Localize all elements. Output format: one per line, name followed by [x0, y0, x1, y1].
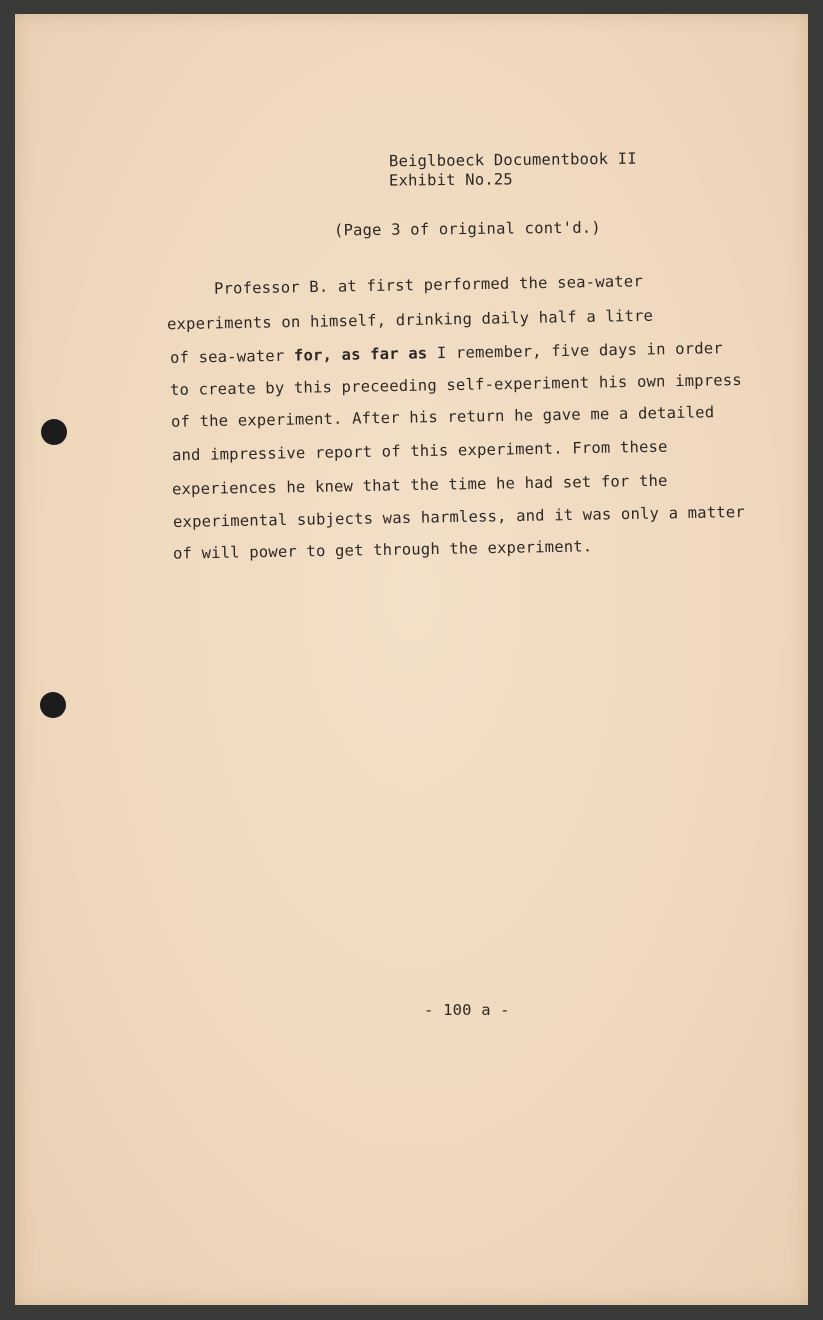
- body-line-3-emphasis: for, as far as: [293, 344, 428, 365]
- body-line-2: experiments on himself, drinking daily half a litre: [166, 306, 654, 334]
- header-line-1: Beiglboeck Documentbook II: [388, 149, 637, 171]
- body-line-3: [170, 339, 723, 367]
- punch-hole-top: [41, 419, 67, 445]
- body-line-9: of will power to get through the experiment.: [172, 537, 593, 563]
- page-number: - 100 a -: [424, 1001, 510, 1019]
- body-line-5: of the experiment. After his return he gave me a detailed: [170, 403, 715, 431]
- body-line-1: Professor B. at first performed the sea-water: [213, 272, 644, 298]
- document-page: [15, 14, 808, 1305]
- body-line-4: to create by this preceeding self-experiment his own impress: [169, 371, 743, 399]
- punch-hole-bottom: [40, 692, 66, 718]
- body-line-6: and impressive report of this experiment. From these: [171, 437, 668, 465]
- header-line-2: Exhibit No.25: [388, 170, 514, 190]
- body-line-3-start: of sea-water: [169, 346, 295, 367]
- continuation-note: (Page 3 of original cont'd.): [333, 218, 601, 240]
- body-line-8: experimental subjects was harmless, and it was only a matter: [172, 503, 746, 531]
- body-line-3-end: I remember, five days in order: [427, 339, 723, 363]
- body-line-7: experiences he knew that the time he had set for the: [171, 471, 668, 499]
